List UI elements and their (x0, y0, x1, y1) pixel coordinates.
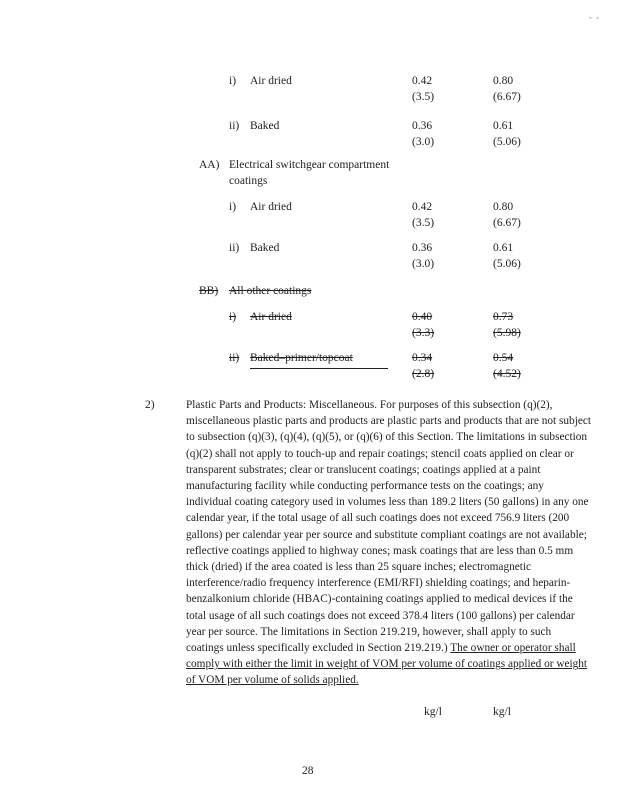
row-label: Air dried (250, 201, 292, 213)
value-lb-gal: (5.06) (493, 136, 521, 148)
value-lb-gal: (5.06) (493, 258, 521, 270)
value-lb-gal-deleted: (4.52) (493, 368, 521, 380)
row-number-deleted: i) (229, 311, 237, 323)
value-kg-l-deleted: 0.54 (493, 352, 514, 364)
row-label: Air dried (250, 75, 292, 87)
row-number: ii) (229, 120, 240, 132)
category-label-cont: coatings (229, 175, 268, 187)
unit-label: kg/l (424, 706, 442, 718)
category-label: Electrical switchgear compartment (229, 159, 390, 171)
value-kg-l: 0.36 (412, 120, 433, 132)
value-lb-gal: (3.5) (412, 217, 435, 229)
unit-label: kg/l (493, 706, 511, 718)
row-label: Baked (250, 120, 280, 132)
section-number: 2) (145, 399, 155, 411)
row-number: ii) (229, 242, 240, 254)
section-paragraph (186, 397, 591, 689)
value-kg-l: 0.80 (493, 201, 514, 213)
value-kg-l: 0.61 (493, 242, 514, 254)
page-number: 28 (302, 765, 314, 777)
value-lb-gal: (6.67) (493, 217, 521, 229)
row-label-deleted: Baked–primer/topcoat (250, 352, 353, 364)
value-kg-l-deleted: 0.73 (493, 311, 514, 323)
value-lb-gal-deleted: (5.98) (493, 327, 521, 339)
row-number-deleted: ii) (229, 352, 240, 364)
value-kg-l: 0.36 (412, 242, 433, 254)
value-kg-l-deleted: 0.34 (412, 352, 433, 364)
row-number: i) (229, 75, 237, 87)
scan-corner-mark: • • (588, 14, 600, 23)
underline-rule (250, 368, 388, 369)
row-label: Baked (250, 242, 280, 254)
category-number: AA) (199, 159, 220, 171)
value-kg-l: 0.80 (493, 75, 514, 87)
value-lb-gal-deleted: (3.3) (412, 327, 435, 339)
category-label-deleted: All other coatings (229, 285, 312, 297)
row-number: i) (229, 201, 237, 213)
value-lb-gal: (3.5) (412, 91, 435, 103)
row-label-deleted: Air dried (250, 311, 292, 323)
value-kg-l: 0.61 (493, 120, 514, 132)
section-text: Plastic Parts and Products: Miscellaneous. For purposes of this subsection (q)(2), miscellaneous plastic parts and products are plastic parts and products that are not subject to subsection (q)(3), (q)(4), (q)(5), or (q)(6) of this Section. The limitations in subsection (q)(2) shall not apply to touch-up and repair coatings; stencil coats applied on clear or transparent substrates; clear or translucent coatings; coatings applied at a paint manufacturing facility while conducting performance tests on the coatings; any individual coating category used in volumes less than 189.2 liters (50 gallons) in any one calendar year, if the total usage of all such coatings does not exceed 756.9 liters (200 gallons) per calendar year per source and substitute compliant coatings are not available; reflective coatings applied to highway cones; mask coatings that are less than 0.5 mm thick (dried) if the area coated is less than 25 square inches; electromagnetic interference/radio frequency interference (EMI/RFI) shielding coatings; and heparin-benzalkonium chloride (HBAC)-containing coatings applied to medical devices if the total usage of all such coatings does not exceed 378.4 liters (100 gallons) per calendar year per source. The limitations in Section 219.219, however, shall apply to such coatings unless specifically excluded in Section 219.219.) (186, 399, 591, 655)
value-kg-l: 0.42 (412, 75, 433, 87)
value-lb-gal: (6.67) (493, 91, 521, 103)
category-number-deleted: BB) (199, 285, 219, 297)
section-text-inserted: The owner or operator shall comply with either the limit in weight of VOM per volume of coatings applied or weight of VOM per volume of solids applied. (186, 642, 588, 687)
value-kg-l-deleted: 0.40 (412, 311, 433, 323)
value-lb-gal: (3.0) (412, 258, 435, 270)
value-lb-gal: (3.0) (412, 136, 435, 148)
value-lb-gal-deleted: (2.8) (412, 368, 435, 380)
value-kg-l: 0.42 (412, 201, 433, 213)
